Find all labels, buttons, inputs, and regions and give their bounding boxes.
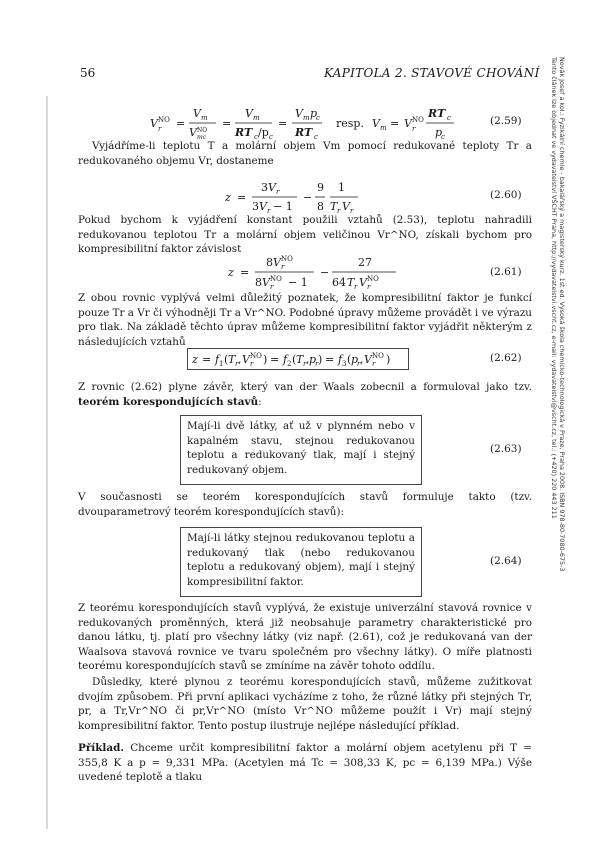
svg-text:RT: RT: [428, 107, 446, 120]
svg-text:,: ,: [238, 353, 242, 366]
equation-2-60-graphic: [225, 178, 405, 218]
equation-2-59-graphic: [150, 103, 480, 143]
side-note-line2: Tento článek lze objednat ve vydavatelství VŠCHT Praha, http://vydavatelstvi.vscht.cz, e-mail: vydavatelstvi@vscht.cz, tel.: (+420) 220 443 211: [549, 57, 558, 519]
svg-text:−: −: [303, 191, 313, 204]
svg-text:27: 27: [358, 256, 372, 269]
svg-text:V: V: [259, 200, 267, 213]
equation-number: (2.62): [490, 352, 522, 364]
paragraph-text: Z rovnic (2.62) plyne závěr, který van der Waals zobecnil a formuloval jako tzv.: [78, 381, 532, 393]
svg-text:p: p: [435, 126, 443, 139]
svg-text:V: V: [242, 353, 250, 366]
svg-text:,: ,: [360, 353, 364, 366]
equation-number: (2.59): [490, 115, 522, 127]
svg-text:V: V: [372, 117, 380, 130]
svg-text:m: m: [380, 124, 387, 132]
svg-text:NO: NO: [372, 352, 384, 360]
svg-text:r: r: [372, 360, 376, 368]
svg-text:c: c: [441, 133, 445, 141]
svg-text:1: 1: [338, 181, 345, 194]
svg-text:T: T: [330, 200, 338, 213]
equation-number: (2.64): [490, 555, 522, 567]
svg-text:=: =: [222, 117, 232, 130]
svg-text:V: V: [342, 200, 350, 213]
svg-text:V: V: [295, 107, 303, 120]
theorem-2-64-text: Mají-li látky stejnou redukovanou teplotu a redukovaný tlak (nebo redukovanou teplotu a redukovaný objem), mají i stejný kompresibilitní faktor.: [187, 532, 415, 588]
svg-text:m: m: [303, 114, 310, 122]
svg-text:3: 3: [261, 181, 268, 194]
svg-text:z: z: [228, 266, 234, 279]
svg-text:RT: RT: [235, 126, 253, 139]
svg-text:r: r: [267, 207, 271, 215]
svg-text:NO: NO: [270, 275, 282, 283]
svg-text:=: =: [278, 117, 288, 130]
svg-text:r: r: [303, 360, 307, 368]
paragraph-text: Chceme určit kompresibilitní faktor a molární objem acetylenu při T = 355,8 K a p = 9,331 MPa. (Acetylen má Tc = 308,33 K, pc = 6,139 MPa.) Výše uvedené teplotě a tlaku: [78, 742, 532, 783]
svg-text:NO: NO: [412, 116, 424, 124]
svg-text:f: f: [338, 353, 343, 366]
svg-text:=: =: [202, 353, 212, 366]
svg-text:=: =: [240, 266, 250, 279]
equation-number: (2.60): [490, 189, 522, 201]
svg-text:V: V: [193, 107, 201, 120]
svg-text:r: r: [250, 360, 254, 368]
svg-text:=: =: [176, 117, 186, 130]
svg-text:c: c: [269, 133, 273, 141]
paragraph-current-formulation: V současnosti se teorém korespondujících stavů formuluje takto (tzv. dvouparametrový teorém korespondujících stavů):: [78, 491, 532, 518]
svg-text:NO: NO: [367, 275, 379, 283]
svg-text:c: c: [316, 114, 320, 122]
svg-text:V: V: [189, 126, 197, 139]
svg-text:V: V: [150, 117, 158, 130]
paragraph-constants: Pokud bychom k vyjádření konstant použili vztahů (2.53), teplotu nahradili redukovanou teplotou Tr a molární objem veličinou Vr^NO, získali bychom pro kompresibilitní faktor závislost: [78, 214, 532, 255]
paragraph-reduced-variables: Vyjádříme-li teplotu T a molární objem Vm pomocí redukované teploty Tr a redukovaného objemu Vr, dostaneme: [78, 140, 532, 167]
svg-text:z: z: [225, 191, 231, 204]
svg-text:mc: mc: [197, 134, 207, 141]
svg-text:8: 8: [255, 276, 262, 289]
svg-text:(: (: [292, 353, 297, 366]
svg-text:/p: /p: [258, 126, 269, 139]
svg-text:T: T: [296, 353, 304, 366]
page-number: 56: [80, 66, 96, 80]
svg-text:64: 64: [332, 276, 346, 289]
svg-text:z: z: [192, 353, 198, 366]
svg-text:): ): [318, 353, 323, 366]
svg-text:resp.: resp.: [336, 117, 364, 130]
svg-text:V: V: [364, 353, 372, 366]
svg-text:r: r: [357, 360, 361, 368]
svg-text:c: c: [314, 133, 318, 141]
paragraph-universal-equation: Z teorému korespondujících stavů vyplývá, že existuje univerzální stavová rovnice v redukovaných proměnných, která již neobsahuje parametry charakteristické pro danou látku, tj. platí pro všechny látky (viz např. (2.61), což je redukovaná van der Waalsova stavová rovnice ve tvaru společném pro všechny látky). O míře platnosti teorému korespondujících stavů se zmíníme na závěr tohoto oddílu.: [78, 602, 532, 672]
svg-text:V: V: [268, 181, 276, 194]
side-citation-note: [538, 57, 566, 737]
theorem-2-63-text: Mají-li dvě látky, ať už v plynném nebo v kapalném stavu, stejnou redukovanou teplotu a redukovaný tlak, mají i stejný redukovaný objem.: [187, 420, 415, 476]
svg-text:=: =: [270, 353, 280, 366]
svg-text:NO: NO: [158, 116, 170, 124]
svg-text:r: r: [158, 125, 162, 133]
svg-text:− 1: − 1: [288, 276, 308, 289]
equation-2-61-graphic: [228, 254, 428, 294]
svg-text:T: T: [228, 353, 236, 366]
margin-rule: [46, 96, 48, 829]
svg-text:9: 9: [317, 181, 324, 194]
svg-text:,: ,: [306, 353, 310, 366]
svg-text:r: r: [276, 188, 280, 196]
svg-text:c: c: [447, 114, 451, 122]
svg-text:NO: NO: [281, 255, 293, 263]
svg-text:RT: RT: [295, 126, 313, 139]
svg-text:8: 8: [317, 200, 324, 213]
svg-text:r: r: [412, 125, 416, 133]
svg-text:m: m: [201, 114, 208, 122]
svg-text:8: 8: [266, 256, 273, 269]
paragraph-example: [78, 741, 532, 785]
svg-text:r: r: [350, 207, 354, 215]
paragraph-consequences: Důsledky, které plynou z teorému korespondujících stavů, můžeme zužitkovat dvojím způsobem. Při první aplikaci vycházíme z toho, že různé látky při stejných Tr, pr, a Tr,Vr^NO či pr,Vr^NO (místo Vr^NO můžeme použít i Vr) mají stejný kompresibilitní faktor. Tento postup ilustruje nejlépe následující příklad.: [78, 676, 532, 732]
svg-text:NO: NO: [197, 127, 208, 134]
svg-text:V: V: [262, 276, 270, 289]
svg-text:=: =: [325, 353, 335, 366]
svg-text:): ): [386, 353, 391, 366]
svg-text:r: r: [337, 207, 341, 215]
svg-text:3: 3: [342, 360, 347, 368]
svg-text:r: r: [235, 360, 239, 368]
svg-text:−: −: [320, 266, 330, 279]
svg-text:p: p: [310, 107, 318, 120]
svg-text:=: =: [237, 191, 247, 204]
svg-text:p: p: [309, 353, 317, 366]
equation-number: (2.63): [490, 443, 522, 455]
chapter-header: KAPITOLA 2. STAVOVÉ CHOVÁNÍ: [324, 66, 540, 80]
svg-text:NO: NO: [250, 352, 262, 360]
svg-text:m: m: [253, 114, 260, 122]
svg-text:− 1: − 1: [273, 200, 293, 213]
svg-text:): ): [263, 353, 268, 366]
example-label: Příklad.: [78, 742, 124, 754]
equation-2-62-graphic: [192, 349, 407, 369]
theorem-term: teorém korespondujících stavů: [78, 395, 259, 408]
paragraph-text: :: [258, 395, 262, 408]
svg-text:f: f: [215, 353, 220, 366]
svg-text:(: (: [224, 353, 229, 366]
paragraph-compressibility: Z obou rovnic vyplývá velmi důležitý poznatek, že kompresibilitní faktor je funkcí pouze Tr a Vr či výhodněji Tr a Vr^NO. Podobné úpravy můžeme provádět i ve výrazu pro tlak. Na základě těchto úprav můžeme kompresibilitní faktor vyjádřit některým z následujících vztahů: [78, 292, 532, 348]
svg-text:V: V: [404, 117, 412, 130]
svg-text:f: f: [283, 353, 288, 366]
svg-text:r: r: [270, 283, 274, 291]
svg-text:r: r: [354, 283, 358, 291]
svg-text:V: V: [359, 276, 367, 289]
svg-text:r: r: [315, 360, 319, 368]
paragraph-van-der-waals: [78, 380, 532, 409]
svg-text:3: 3: [252, 200, 259, 213]
svg-text:(: (: [347, 353, 352, 366]
svg-text:V: V: [245, 107, 253, 120]
svg-text:c: c: [254, 133, 258, 141]
svg-text:=: =: [390, 117, 400, 130]
svg-text:T: T: [347, 276, 355, 289]
svg-text:2: 2: [287, 360, 292, 368]
side-note-line1: Novák Josef a kol.: Fyzikální chemie - bakalářský a magisterský kurz. 1st ed. Vysoká škola chemicko-technologická v Praze, Praha 2008. ISBN 978-80-7080-675-3: [558, 57, 566, 572]
svg-text:p: p: [351, 353, 359, 366]
svg-text:1: 1: [219, 360, 224, 368]
svg-text:r: r: [367, 283, 371, 291]
svg-text:V: V: [273, 256, 281, 269]
equation-number: (2.61): [490, 266, 522, 278]
svg-text:r: r: [281, 263, 285, 271]
